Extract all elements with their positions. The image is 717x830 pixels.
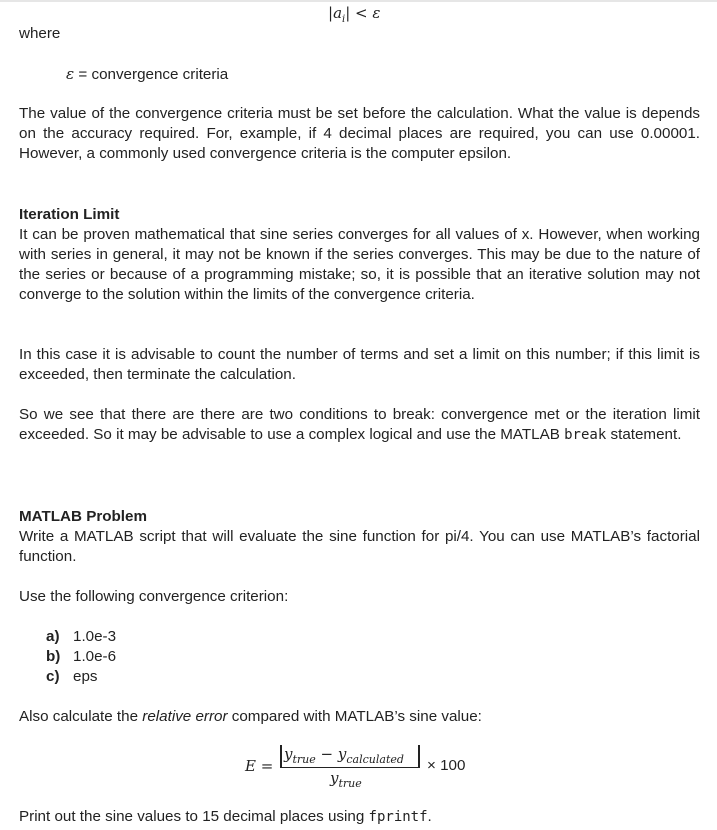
criterion-intro: Use the following convergence criterion: [19,588,289,605]
inequality-subscript: i [342,14,346,25]
list-item-label: a) [46,628,60,645]
epsilon-definition-text: = convergence criteria [78,66,229,83]
list-item-label: c) [46,668,60,685]
relative-error-emphasis: relative error [142,708,228,725]
list-item [46,647,116,667]
numerator-true-sub: true [292,753,316,766]
inequality-var: a [333,4,343,22]
print-instruction-tail: . [427,808,432,825]
formula-lhs [245,756,273,776]
list-item [46,667,98,687]
epsilon-symbol: ε [66,65,75,83]
count-terms-paragraph: In this case it is advisable to count the number of terms and set a limit on this number; if this limit is exceeded, then terminate the calculation. [19,346,700,383]
matlab-problem-heading: MATLAB Problem [19,508,147,525]
formula-minus: − [320,745,334,763]
list-item-value: 1.0e-6 [73,648,117,665]
break-keyword: break [564,427,607,443]
list-item-label: b) [46,648,61,665]
convergence-paragraph: The value of the convergence criteria must be set before the calculation. What the value is depends on the accuracy required. For, example, if 4 decimal places are required, you can use 0.00001. However, a commonly used convergence criteria is the computer epsilon. [19,105,700,162]
inequality-operator: < [355,4,368,22]
list-item [46,627,116,647]
iteration-limit-heading: Iteration Limit [19,206,120,223]
numerator-y-calc: y [337,745,347,763]
numerator-calc-sub: calculated [346,753,404,766]
inequality-epsilon: ε [372,4,381,22]
matlab-problem-body: Write a MATLAB script that will evaluate the sine function for pi/4. You can use MATLAB’s factorial function. [19,528,700,565]
break-paragraph-tail: statement. [610,426,682,443]
iteration-limit-body: It can be proven mathematical that sine series converges for all values of x. However, when working with series in general, it may not be known if the series converges. This may be due to the nature of the series or because of a programming mistake; so, it is possible that an iterative solution may not converge to the solution within the limits of the convergence criteria. [19,226,700,303]
break-paragraph [19,405,700,445]
numerator-y-true: y [284,745,293,763]
formula-multiplier: × 100 [427,757,466,774]
convergence-inequality: $|a_i| < \varepsilon$ [328,4,381,25]
abs-bar-left [280,745,282,768]
denominator-sub: true [338,777,362,790]
epsilon-definition [66,64,228,85]
top-divider [0,0,717,2]
list-item-value: 1.0e-3 [73,628,117,645]
break-paragraph-text: So we see that there are there are two conditions to break: convergence met or the iteration limit exceeded. So it may be advisable to use a complex logical and use the MATLAB [19,406,700,443]
abs-bar-right [418,745,420,768]
denominator-y: y [330,769,339,787]
formula-e: E [245,757,256,775]
formula-denominator [330,768,362,794]
where-label: where [19,25,61,42]
print-instruction-text: Print out the sine values to 15 decimal places using [19,808,365,825]
relative-error-before: Also calculate the [19,708,139,725]
relative-error-line [19,707,482,727]
relative-error-after: compared with MATLAB’s sine value: [231,708,482,725]
fprintf-keyword: fprintf [368,809,428,825]
formula-equals: = [260,757,274,775]
print-instruction [19,807,432,827]
list-item-value: eps [73,668,98,685]
